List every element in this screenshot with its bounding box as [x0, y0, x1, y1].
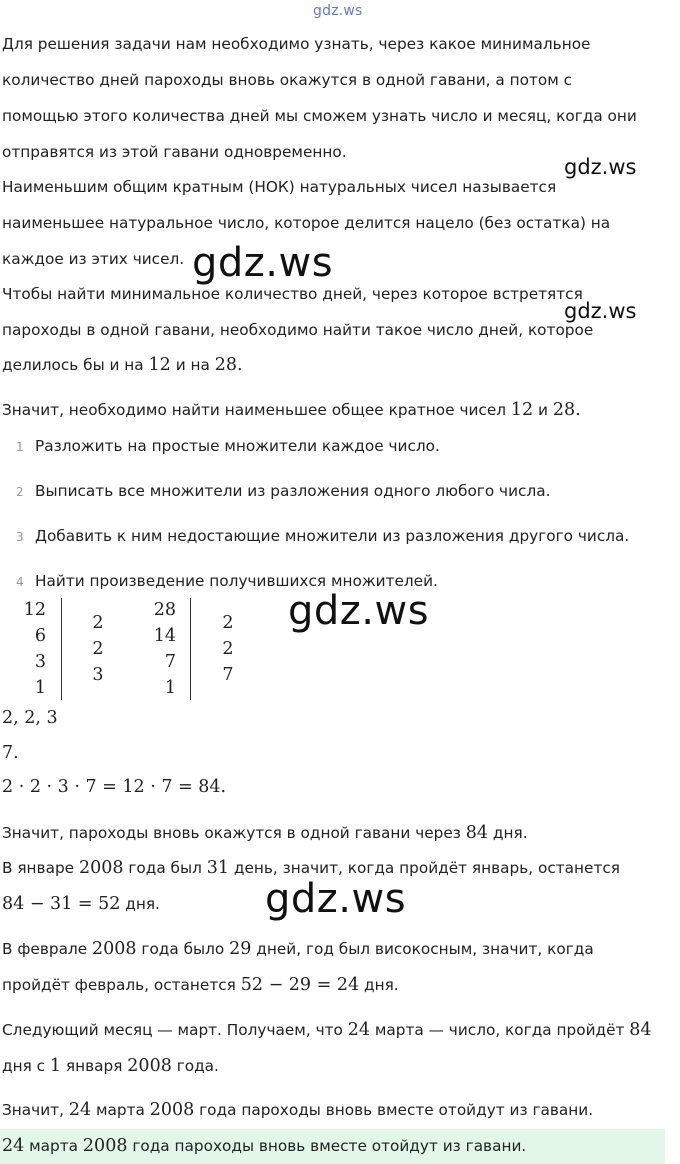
- watermark-top: gdz.ws: [313, 3, 363, 19]
- paragraph-line: пройдёт февраль, останется 52 − 29 = 24 дня.: [2, 975, 399, 995]
- paragraph-line: Значит, необходимо найти наименьшее общее кратное чисел 12 и 28.: [2, 400, 581, 420]
- watermark: gdz.ws: [192, 240, 334, 286]
- paragraph-line: отправятся из этой гавани одновременно.: [2, 143, 347, 161]
- step-item: 2 Выписать все множители из разложения одного любого числа.: [16, 482, 551, 500]
- paragraph-line: дня с 1 января 2008 года.: [2, 1056, 219, 1076]
- paragraph-line: наименьшее натуральное число, которое делится нацело (без остатка) на: [2, 214, 611, 232]
- factor-28-numbers: 28 14 7 1: [153, 600, 176, 698]
- factor-divider: [61, 598, 62, 700]
- paragraph-line: В январе 2008 года был 31 день, значит, когда пройдёт январь, останется: [2, 858, 620, 878]
- watermark: gdz.ws: [564, 155, 637, 179]
- step-item: 3 Добавить к ним недостающие множители из разложения другого числа.: [16, 527, 630, 545]
- step-item: 4 Найти произведение получившихся множителей.: [16, 572, 438, 590]
- paragraph-line: В феврале 2008 года было 29 дней, год был високосным, значит, когда: [2, 939, 594, 959]
- math-line: 2, 2, 3: [2, 708, 58, 728]
- factor-28-factors: 2 2 7: [222, 613, 234, 685]
- paragraph-line: Наименьшим общим кратным (НОК) натуральных чисел называется: [2, 178, 557, 196]
- watermark: gdz.ws: [265, 876, 407, 922]
- answer-text: 24 марта 2008 года пароходы вновь вместе отойдут из гавани.: [2, 1136, 527, 1156]
- factor-12-factors: 2 2 3: [92, 613, 104, 685]
- paragraph-line: Значит, 24 марта 2008 года пароходы вновь вместе отойдут из гавани.: [2, 1100, 594, 1120]
- math-line: 2 · 2 · 3 · 7 = 12 · 7 = 84.: [2, 777, 227, 797]
- watermark: gdz.ws: [288, 588, 430, 634]
- paragraph-line: каждое из этих чисел.: [2, 250, 185, 268]
- paragraph-line: Значит, пароходы вновь окажутся в одной гавани через 84 дня.: [2, 823, 528, 843]
- paragraph-line: пароходы в одной гавани, необходимо найти такое число дней, которое: [2, 321, 594, 339]
- paragraph-line: Чтобы найти минимальное количество дней, через которое встретятся: [2, 285, 583, 303]
- math-line: 7.: [2, 743, 19, 763]
- watermark: gdz.ws: [564, 299, 637, 323]
- factor-12-numbers: 12 6 3 1: [23, 600, 46, 698]
- paragraph-line: Для решения задачи нам необходимо узнать, через какое минимальное: [2, 35, 591, 53]
- step-item: 1 Разложить на простые множители каждое число.: [16, 437, 440, 455]
- factor-divider: [190, 598, 191, 700]
- paragraph-line: помощью этого количества дней мы сможем узнать число и месяц, когда они: [2, 107, 637, 125]
- paragraph-line: 84 − 31 = 52 дня.: [2, 894, 160, 914]
- paragraph-line: количество дней пароходы вновь окажутся в одной гавани, а потом с: [2, 71, 573, 89]
- paragraph-line: Следующий месяц — март. Получаем, что 24 марта — число, когда пройдёт 84: [2, 1020, 652, 1040]
- paragraph-line: делилось бы и на 12 и на 28.: [2, 355, 243, 375]
- answer-block: [0, 1129, 665, 1164]
